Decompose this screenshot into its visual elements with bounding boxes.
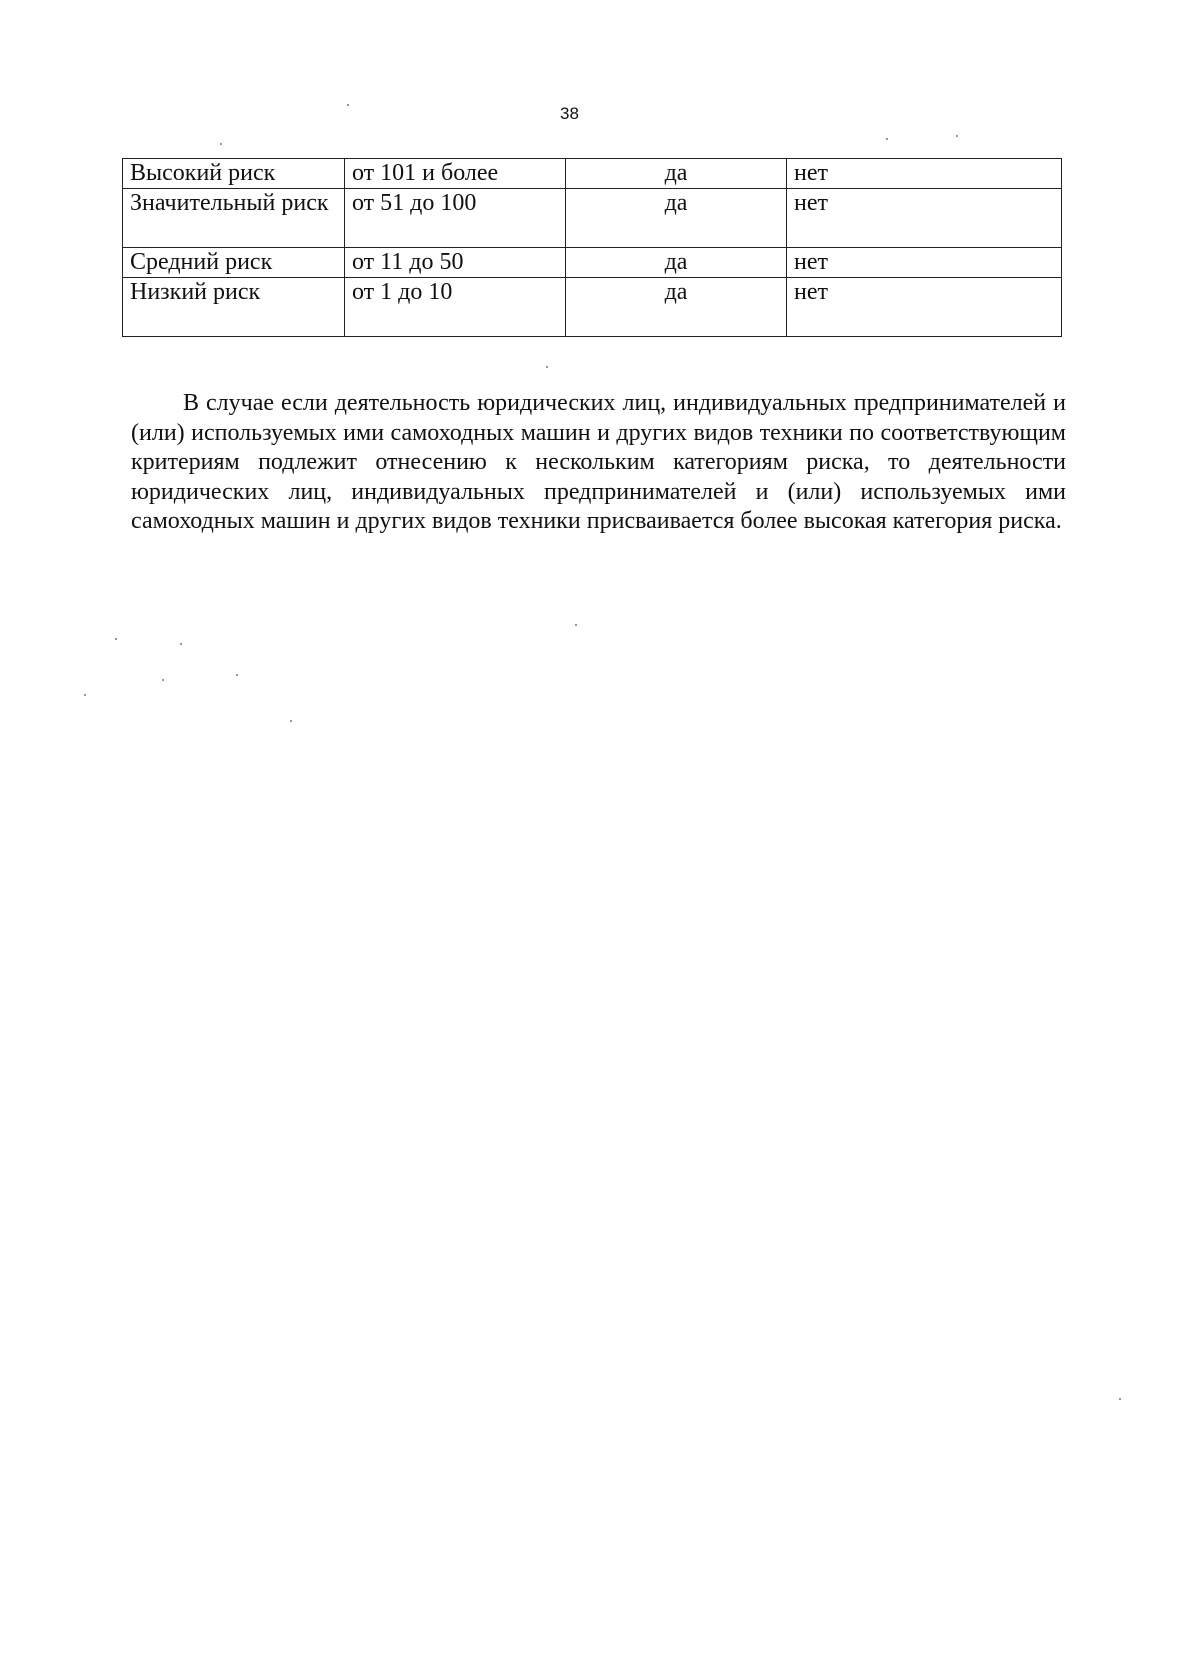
risk-category-cell: Значительный риск — [123, 189, 345, 248]
scan-speck — [115, 638, 117, 640]
score-range-cell: от 11 до 50 — [345, 248, 566, 278]
score-range-cell: от 1 до 10 — [345, 278, 566, 337]
scan-speck — [956, 135, 958, 137]
risk-category-table — [122, 158, 1062, 337]
scan-speck — [162, 679, 164, 681]
no-cell: нет — [787, 278, 1062, 337]
page-number: 38 — [560, 104, 579, 123]
scan-speck — [347, 104, 349, 106]
table-row — [123, 278, 1062, 337]
scan-speck — [546, 366, 548, 368]
scan-speck — [236, 674, 238, 676]
no-cell: нет — [787, 189, 1062, 248]
scan-speck — [84, 694, 86, 696]
no-cell: нет — [787, 159, 1062, 189]
scan-speck — [220, 143, 222, 145]
yes-cell: да — [566, 189, 787, 248]
yes-cell: да — [566, 159, 787, 189]
scan-speck — [290, 720, 292, 722]
table-row — [123, 189, 1062, 248]
no-cell: нет — [787, 248, 1062, 278]
table-row — [123, 248, 1062, 278]
scan-speck — [575, 624, 577, 626]
risk-category-cell: Средний риск — [123, 248, 345, 278]
body-paragraph: В случае если деятельность юридических лиц, индивидуальных предпринимателей и (или) используемых ими самоходных машин и других видов техники по соответствующим критериям подлежит отнесению к нескольким категориям риска, то деятельности юридических лиц, индивидуальных предпринимателей и (или) используемых ими самоходных машин и других видов техники присваивается более высокая категория риска. — [131, 390, 1066, 534]
scan-speck — [180, 643, 182, 645]
yes-cell: да — [566, 248, 787, 278]
score-range-cell: от 51 до 100 — [345, 189, 566, 248]
scan-speck — [886, 138, 888, 140]
scan-speck — [1119, 1398, 1121, 1400]
risk-category-cell: Низкий риск — [123, 278, 345, 337]
risk-category-cell: Высокий риск — [123, 159, 345, 189]
table-row — [123, 159, 1062, 189]
yes-cell: да — [566, 278, 787, 337]
score-range-cell: от 101 и более — [345, 159, 566, 189]
